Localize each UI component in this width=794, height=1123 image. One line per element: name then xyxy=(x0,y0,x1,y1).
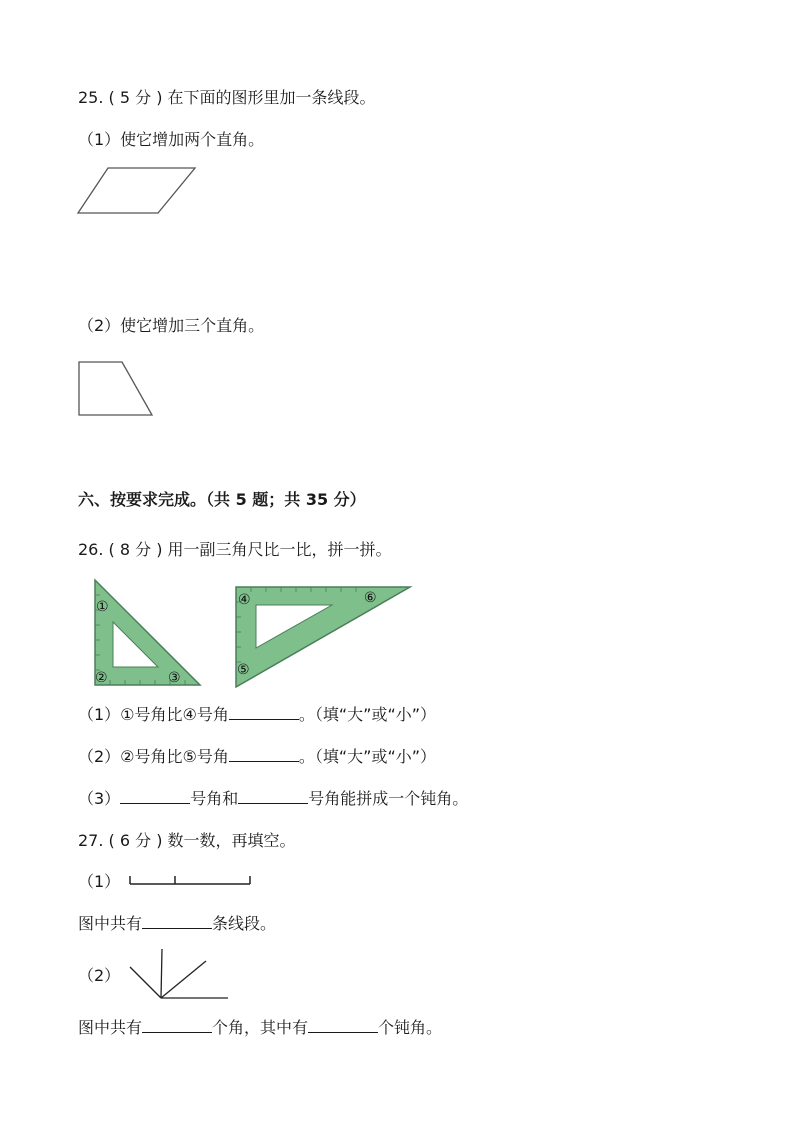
q27-part2 xyxy=(78,1018,442,1038)
q26-part3-middle: 号角和 xyxy=(190,789,239,808)
angle-4-label: ④ xyxy=(238,592,251,608)
q27-part1-suffix: 条线段。 xyxy=(212,914,277,933)
answer-blank[interactable] xyxy=(238,789,308,804)
answer-blank[interactable] xyxy=(229,705,299,720)
trapezoid-figure xyxy=(70,355,170,425)
segment-figure xyxy=(126,872,256,890)
right-set-square xyxy=(236,587,410,687)
answer-blank[interactable] xyxy=(120,789,190,804)
q26-title: 26. ( 8 分 ) 用一副三角尺比一比，拼一拼。 xyxy=(78,540,392,559)
angle-1-label: ① xyxy=(96,599,109,615)
q26-part1-suffix: 。（填“大”或“小”） xyxy=(298,705,437,724)
q27-part2-middle: 个角，其中有 xyxy=(212,1018,309,1037)
answer-blank[interactable] xyxy=(142,1018,212,1033)
q27-part1-label: （1） xyxy=(78,872,121,891)
triangle-rulers-figure xyxy=(88,575,418,693)
q25-part2: （2）使它增加三个直角。 xyxy=(78,316,265,335)
q26-part2 xyxy=(78,747,436,767)
q26-part3-prefix: （3） xyxy=(78,789,121,808)
q26-part2-prefix: （2）②号角比⑤号角 xyxy=(78,747,229,766)
q27-part2-label: （2） xyxy=(78,966,121,985)
left-set-square xyxy=(95,580,200,686)
q27-part1-prefix: 图中共有 xyxy=(78,914,143,933)
angle-3-label: ③ xyxy=(168,670,181,686)
section6-title: 六、按要求完成。（共 5 题；共 35 分） xyxy=(78,490,366,509)
q27-part2-suffix: 个钝角。 xyxy=(378,1018,443,1037)
q26-part3 xyxy=(78,789,468,809)
q26-part1 xyxy=(78,705,436,725)
answer-blank[interactable] xyxy=(142,914,212,929)
angle-2-label: ② xyxy=(95,670,108,686)
q26-part1-prefix: （1）①号角比④号角 xyxy=(78,705,229,724)
q26-part3-suffix: 号角能拼成一个钝角。 xyxy=(308,789,469,808)
angles-figure xyxy=(126,945,236,1003)
q27-title: 27. ( 6 分 ) 数一数，再填空。 xyxy=(78,831,296,850)
parallelogram-figure xyxy=(70,160,210,220)
q25-title: 25. ( 5 分 ) 在下面的图形里加一条线段。 xyxy=(78,88,376,107)
angle-6-label: ⑥ xyxy=(364,590,377,606)
answer-blank[interactable] xyxy=(229,747,299,762)
q26-part2-suffix: 。（填“大”或“小”） xyxy=(298,747,437,766)
q25-part1: （1）使它增加两个直角。 xyxy=(78,130,265,149)
answer-blank[interactable] xyxy=(308,1018,378,1033)
q27-part2-prefix: 图中共有 xyxy=(78,1018,143,1037)
q27-part1 xyxy=(78,914,276,934)
angle-5-label: ⑤ xyxy=(237,662,250,678)
